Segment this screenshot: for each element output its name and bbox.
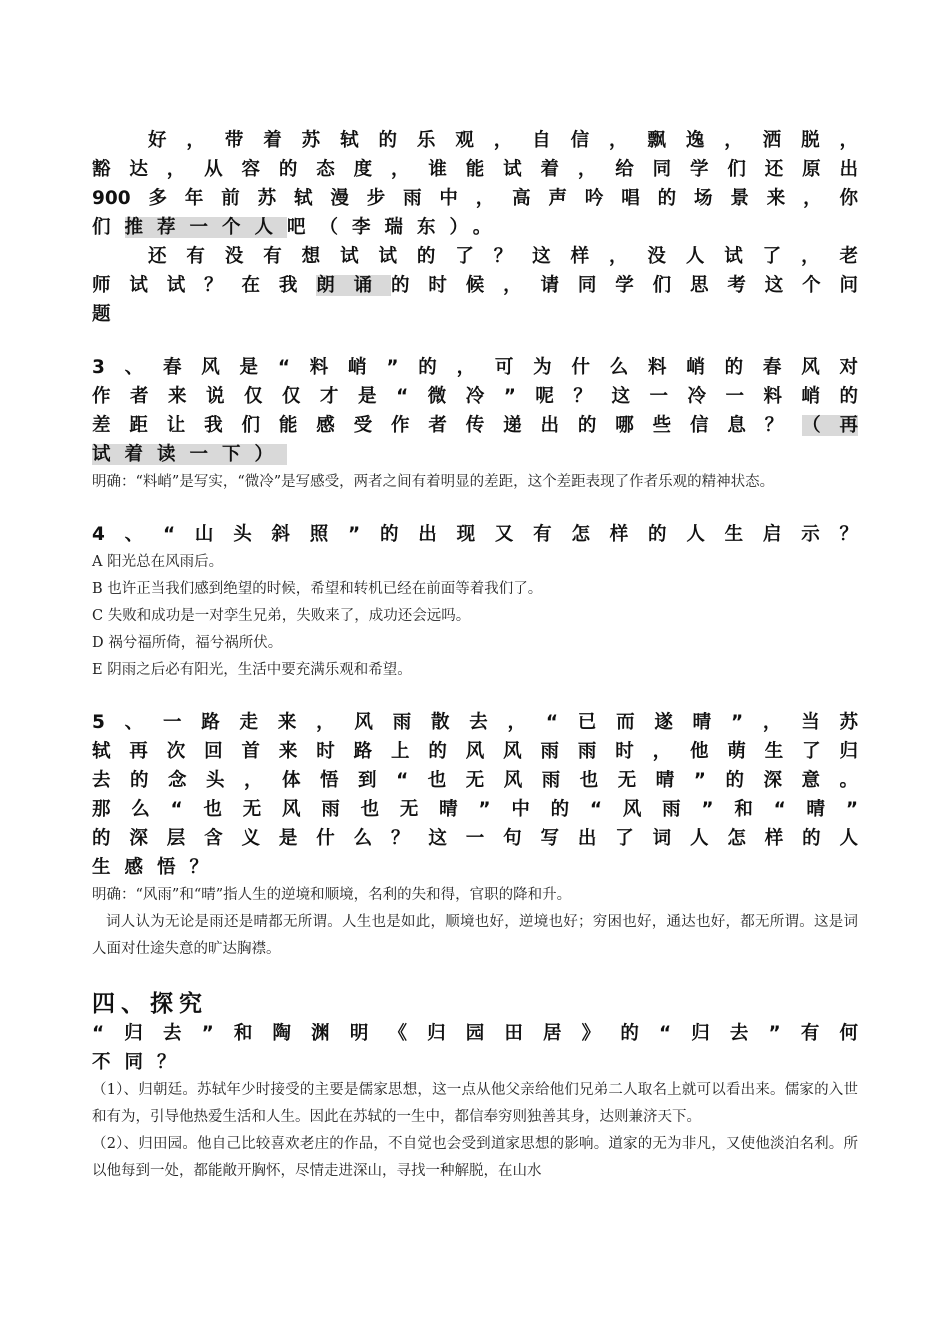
answer-text: 明确：“风雨”和“晴”指人生的逆境和顺境，名利的失和得，官职的降和升。 bbox=[92, 887, 572, 903]
question-5 bbox=[92, 708, 858, 963]
text-run: 的时候，请同学们思考这个问 bbox=[391, 275, 858, 296]
paragraph-1 bbox=[92, 126, 858, 242]
text-run: 师试试？在我 bbox=[92, 275, 317, 296]
option-a: A 阳光总在风雨后。 bbox=[92, 554, 224, 570]
question-line bbox=[92, 411, 858, 440]
option-c: C 失败和成功是一对孪生兄弟，失败来了，成功还会远吗。 bbox=[92, 608, 471, 624]
question-3 bbox=[92, 353, 858, 496]
question-4 bbox=[92, 520, 858, 684]
answer-text: 明确：“料峭”是写实，“微冷”是写感受，两者之间有着明显的差距，这个差距表现了作者乐观的精神状态。 bbox=[92, 474, 775, 490]
text-run: 们 bbox=[92, 217, 125, 238]
highlighted-text: 推荐一个人 bbox=[124, 217, 288, 238]
text-run: 吧（李瑞东）。 bbox=[287, 217, 506, 238]
text-line bbox=[92, 213, 858, 242]
text-run: 差距让我们能感受作者传递出的哪些信息？ bbox=[92, 415, 803, 436]
answer-item-1: （1）、归朝廷。苏轼年少时接受的主要是儒家思想，这一点从他父亲给他们兄弟二人取名上就可以看出来。儒家的入世和有为，引导他热爱生活和人生。因此在苏轼的一生中，都信奉穷则独善其身，达则兼济天下。 bbox=[92, 1082, 858, 1125]
text-line: 还有没有想试试的了？这样，没人试了，老 bbox=[148, 246, 858, 267]
section-4 bbox=[92, 989, 858, 1185]
paragraph-2 bbox=[92, 242, 858, 329]
question-line: 作者来说仅仅才是“微冷”呢？这一冷一料峭的 bbox=[92, 386, 858, 407]
question-line: 的深层含义是什么？这一句写出了词人怎样的人 bbox=[92, 828, 858, 849]
document-page bbox=[92, 126, 858, 1185]
question-line: 3、春风是“料峭”的，可为什么料峭的春风对 bbox=[92, 357, 858, 378]
text-line: 豁达，从容的态度，谁能试着，给同学们还原出 bbox=[92, 159, 858, 180]
question-line: 去的念头，体悟到“也无风雨也无晴”的深意。 bbox=[92, 770, 858, 791]
highlighted-text: 朗诵 bbox=[316, 275, 391, 296]
question-line: “归去”和陶渊明《归园田居》的“归去”有何 bbox=[92, 1023, 858, 1044]
highlighted-text: 试着读一下） bbox=[92, 444, 288, 465]
question-line: 4、“山头斜照”的出现又有怎样的人生启示？ bbox=[92, 524, 858, 545]
text-line bbox=[92, 271, 858, 300]
section-heading: 四、探究 bbox=[92, 991, 208, 1017]
highlighted-text: （再 bbox=[802, 415, 858, 436]
question-line: 那么“也无风雨也无晴”中的“风雨”和“晴” bbox=[92, 799, 858, 820]
text-line: 好，带着苏轼的乐观，自信，飘逸，洒脱， bbox=[148, 130, 858, 151]
question-line: 5、一路走来，风雨散去，“已而遂晴”，当苏 bbox=[92, 712, 858, 733]
question-line: 不同？ bbox=[92, 1052, 190, 1073]
answer-item-2: （2）、归田园。他自己比较喜欢老庄的作品，不自觉也会受到道家思想的影响。道家的无为非凡，又使他淡泊名利。所以他每到一处，都能敞开胸怀，尽情走进深山，寻找一种解脱，在山水 bbox=[92, 1136, 858, 1179]
option-b: B 也许正当我们感到绝望的时候，希望和转机已经在前面等着我们了。 bbox=[92, 581, 543, 597]
question-line: 生感悟？ bbox=[92, 857, 223, 878]
answer-text: 词人认为无论是雨还是晴都无所谓。人生也是如此，顺境也好，逆境也好；穷困也好，通达也好，都无所谓。这是词人面对仕途失意的旷达胸襟。 bbox=[92, 914, 858, 957]
question-line: 轼再次回首来时路上的风风雨雨时，他萌生了归 bbox=[92, 741, 858, 762]
option-d: D 祸兮福所倚，福兮祸所伏。 bbox=[92, 635, 283, 651]
option-e: E 阴雨之后必有阳光，生活中要充满乐观和希望。 bbox=[92, 662, 412, 678]
text-line: 题 bbox=[92, 304, 111, 325]
question-line bbox=[92, 440, 858, 469]
text-line: 900多年前苏轼漫步雨中，高声吟唱的场景来，你 bbox=[92, 188, 858, 209]
